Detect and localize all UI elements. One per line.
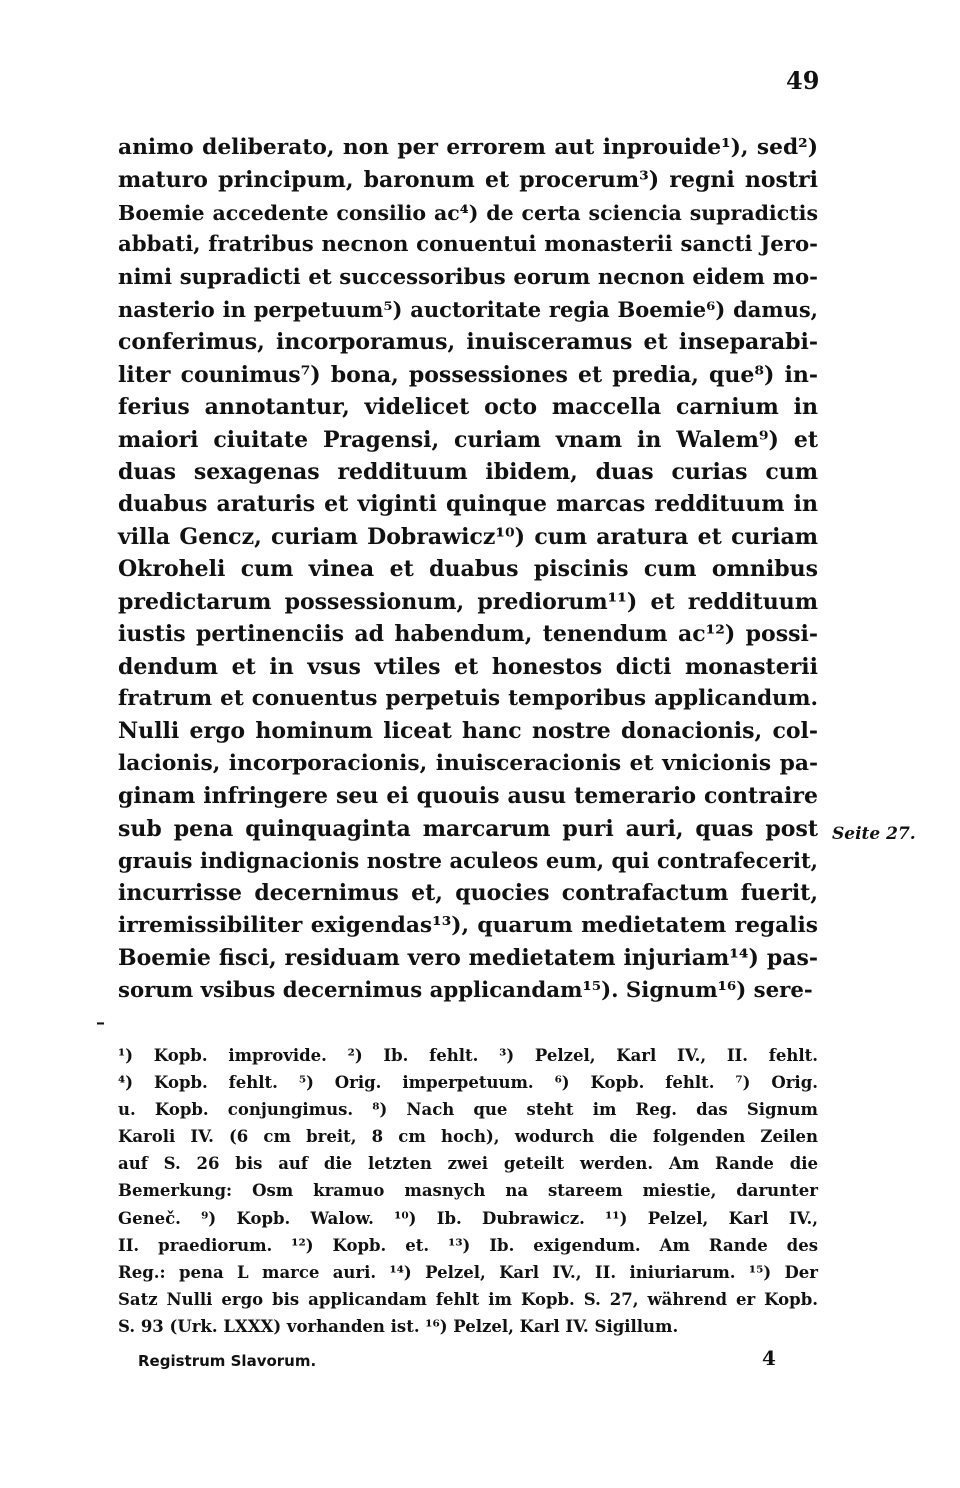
text-line: maturo principum, baronum et procerum³) regni nostri [118,167,818,194]
main-text [118,132,818,1007]
footnote-line: ⁴) Kopb. fehlt. ⁵) Orig. imperpetuum. ⁶) Kopb. fehlt. ⁷) Orig. [118,1073,818,1093]
text-line: nasterio in perpetuum⁵) auctoritate regia Boemie⁶) damus, [118,297,818,323]
text-line: predictarum possessionum, prediorum¹¹) et reddituum [118,588,818,615]
text-line: fratrum et conuentus perpetuis temporibus applicandum. [118,685,818,711]
text-line: Okroheli cum vinea et duabus piscinis cum omnibus [118,556,818,583]
text-line: incurrisse decernimus et, quocies contrafactum fuerit, [118,880,818,907]
footnote-line: ¹) Kopb. improvide. ²) Ib. fehlt. ³) Pelzel, Karl IV., II. fehlt. [118,1046,818,1065]
text-line: dendum et in vsus vtiles et honestos dicti monasterii [118,653,818,680]
text-line: conferimus, incorporamus, inuisceramus et inseparabi- [118,329,818,356]
text-line: abbati, fratribus necnon conuentui monasterii sancti Jero- [118,232,818,258]
signature-mark: 4 [762,1346,776,1370]
text-line: duabus araturis et viginti quinque marcas reddituum in [118,491,818,518]
text-line: ginam infringere seu ei quouis ausu temerario contraire [118,783,818,810]
footnote-line: II. praediorum. ¹²) Kopb. et. ¹³) Ib. exigendum. Am Rande des [118,1235,818,1255]
footnote-line: Reg.: pena L marce auri. ¹⁴) Pelzel, Karl IV., II. iniuriarum. ¹⁵) Der [118,1262,818,1282]
text-line: duas sexagenas reddituum ibidem, duas curias cum [118,459,818,486]
footnote-line: Bemerkung: Osm kramuo masnych na stareem miestie, darunter [118,1181,818,1201]
page-number: 49 [786,66,820,95]
text-line: sub pena quinquaginta marcarum puri auri, quas post [118,815,818,842]
bottom-title: Registrum Slavorum. [138,1352,317,1370]
text-line: villa Gencz, curiam Dobrawicz¹⁰) cum aratura et curiam [118,523,818,550]
text-line: animo deliberato, non per errorem aut inprouide¹), sed²) [118,135,818,160]
footnote-line: u. Kopb. conjungimus. ⁸) Nach que steht im Reg. das Signum [118,1100,818,1120]
text-line: iustis pertinenciis ad habendum, tenendum ac¹²) possi- [118,621,818,648]
text-line: lacionis, incorporacionis, inuisceracionis et vnicionis pa- [118,750,818,776]
margin-note: Seite 27. [832,824,916,844]
footnote-line: S. 93 (Urk. LXXX) vorhanden ist. ¹⁶) Pelzel, Karl IV. Sigillum. [118,1316,679,1336]
footnote-line: Geneč. ⁹) Kopb. Walow. ¹⁰) Ib. Dubrawicz. ¹¹) Pelzel, Karl IV., [118,1208,818,1228]
text-line: Boemie fisci, residuam vero medietatem injuriam¹⁴) pas- [118,945,818,972]
text-line: Boemie accedente consilio ac⁴) de certa sciencia supradictis [118,200,818,225]
text-line: grauis indignacionis nostre aculeos eum, qui contrafecerit, [118,847,818,873]
text-line: nimi supradicti et successoribus eorum necnon eidem mo- [118,264,818,290]
footnote-dash: – [96,1012,105,1033]
text-line: irremissibiliter exigendas¹³), quarum medietatem regalis [118,912,818,938]
text-line: maiori ciuitate Pragensi, curiam vnam in Walem⁹) et [118,426,818,453]
text-line: ferius annotantur, videlicet octo maccella carnium in [118,394,818,421]
footnotes [118,1042,818,1340]
footnote-line: auf S. 26 bis auf die letzten zwei geteilt werden. Am Rande die [118,1154,818,1174]
footnote-line: Satz Nulli ergo bis applicandam fehlt im Kopb. S. 27, während er Kopb. [118,1289,818,1309]
text-line: sorum vsibus decernimus applicandam¹⁵). Signum¹⁶) sere- [118,977,813,1003]
text-line: Nulli ergo hominum liceat hanc nostre donacionis, col- [118,718,818,745]
footnote-line: Karoli IV. (6 cm breit, 8 cm hoch), wodurch die folgenden Zeilen [118,1127,818,1147]
text-line: liter counimus⁷) bona, possessiones et predia, que⁸) in- [118,361,818,388]
